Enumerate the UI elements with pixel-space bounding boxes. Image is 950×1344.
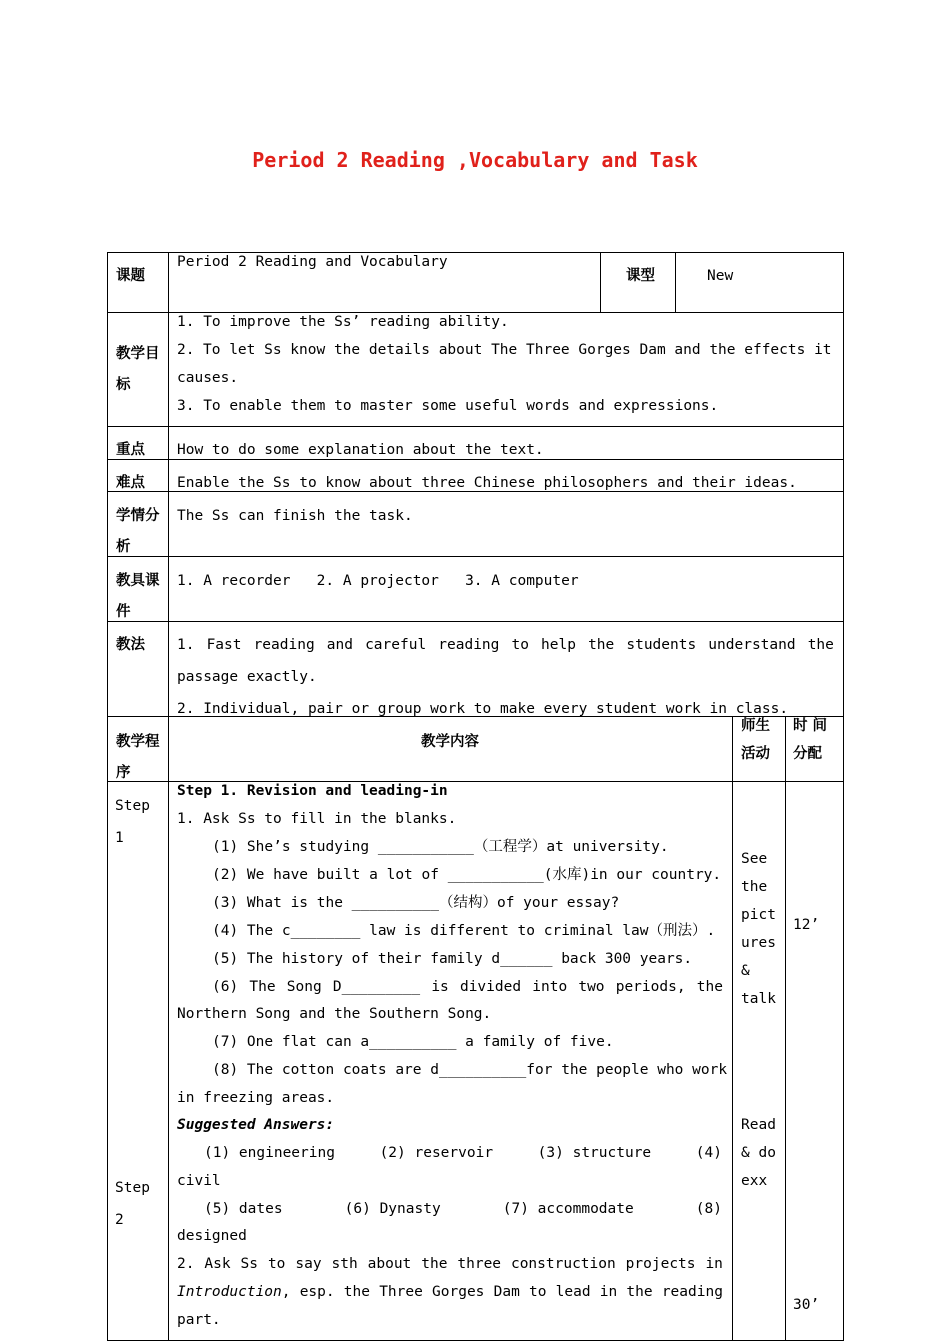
course-type-value: New xyxy=(707,268,734,284)
tools-label: 教具课 xyxy=(116,573,160,589)
sentence-4: (4) The c________ law is different to criminal law（刑法）. xyxy=(212,923,716,939)
analysis-label: 学情分 xyxy=(116,508,160,524)
key-point-value: How to do some explanation about the text. xyxy=(177,442,544,458)
sentence-8: (8) The cotton coats are d__________ for the people who work xyxy=(212,1062,728,1078)
table-rule xyxy=(107,426,844,427)
difficulty-value: Enable the Ss to know about three Chinese philosophers and their ideas. xyxy=(177,475,797,491)
method-line-3: 2. Individual, pair or group work to make every student work in class. xyxy=(177,701,789,717)
answers-line-1-cont: civil xyxy=(177,1173,221,1189)
activity-step-1: the xyxy=(741,879,768,895)
activity-step-1: & xyxy=(741,963,750,979)
sentence-6: (6) The Song D_________ is divided into two periods, the xyxy=(212,979,723,995)
objective-3: 3. To enable them to master some useful words and expressions. xyxy=(177,398,719,414)
activity-step-2: & do xyxy=(741,1145,776,1161)
step-2-label: Step xyxy=(115,1180,150,1196)
time-step-2: 30’ xyxy=(793,1297,820,1313)
activity-header: 师生 xyxy=(741,718,770,734)
method-line-1: 1. Fast reading and careful reading to help the students understand the xyxy=(177,637,834,653)
procedure-header-2: 序 xyxy=(116,765,131,781)
sentence-5: (5) The history of their family d______ back 300 years. xyxy=(212,951,693,967)
step-1-label: Step xyxy=(115,798,150,814)
table-rule xyxy=(107,556,844,557)
objective-2-number: 2. xyxy=(177,342,195,358)
sentence-6-cont: Northern Song and the Southern Song. xyxy=(177,1006,492,1022)
task-1: 1. Ask Ss to fill in the blanks. xyxy=(177,811,457,827)
step-1-number: 1 xyxy=(115,830,124,846)
time-header: 时 间 xyxy=(793,718,828,734)
objective-2-cont: causes. xyxy=(177,370,239,386)
analysis-label-2: 析 xyxy=(116,539,131,555)
activity-step-1: See xyxy=(741,851,768,867)
activity-step-2: Read xyxy=(741,1117,776,1133)
content-header: 教学内容 xyxy=(421,734,479,750)
objective-2: To let Ss know the details about The Three Gorges Dam and the effects it xyxy=(203,342,832,358)
table-rule xyxy=(785,716,786,1341)
activity-step-1: pict xyxy=(741,907,776,923)
sentence-7: (7) One flat can a__________ a family of five. xyxy=(212,1034,614,1050)
sentence-8-cont: in freezing areas. xyxy=(177,1090,335,1106)
difficulty-label: 难点 xyxy=(116,475,145,491)
key-point-label: 重点 xyxy=(116,442,145,458)
time-step-1: 12’ xyxy=(793,917,820,933)
table-border xyxy=(107,252,108,1341)
time-header-2: 分配 xyxy=(793,746,822,762)
tools-label-2: 件 xyxy=(116,604,131,620)
course-type-label: 课型 xyxy=(626,268,655,284)
sentence-1: (1) She’s studying ___________（工程学）at university. xyxy=(212,839,669,855)
table-rule xyxy=(168,252,169,1341)
course-label: 课题 xyxy=(116,268,145,284)
sentence-2: (2) We have built a lot of ___________(水库)in our country. xyxy=(212,867,722,883)
activity-header-2: 活动 xyxy=(741,746,770,762)
objectives-label-2: 标 xyxy=(116,377,131,393)
step-2-number: 2 xyxy=(115,1212,124,1228)
table-rule xyxy=(675,252,676,312)
method-line-2: passage exactly. xyxy=(177,669,317,685)
table-rule xyxy=(600,252,601,312)
table-rule xyxy=(107,621,844,622)
answers-line-2: (5) dates (6) Dynasty (7) accommodate (8) xyxy=(204,1201,722,1217)
answers-line-1: (1) engineering (2) reservoir (3) structure (4) xyxy=(204,1145,722,1161)
answers-line-2-cont: designed xyxy=(177,1228,247,1244)
page-title: Period 2 Reading ,Vocabulary and Task xyxy=(252,148,698,172)
method-label: 教法 xyxy=(116,637,145,653)
sentence-3: (3) What is the __________（结构）of your essay? xyxy=(212,895,620,911)
answers-label: Suggested Answers: xyxy=(177,1117,335,1133)
objectives-label: 教学目 xyxy=(116,346,160,362)
task-2: 2. Ask Ss to say sth about the three construction projects in xyxy=(177,1256,723,1272)
step-heading: Step 1. Revision and leading-in xyxy=(177,783,448,799)
objective-1: 1. To improve the Ss’ reading ability. xyxy=(177,314,509,330)
activity-step-1: talk xyxy=(741,991,776,1007)
table-border xyxy=(107,1340,844,1341)
tools-value: 1. A recorder 2. A projector 3. A computer xyxy=(177,573,579,589)
table-border xyxy=(843,252,844,1341)
procedure-header: 教学程 xyxy=(116,734,160,750)
course-value: Period 2 Reading and Vocabulary xyxy=(177,254,448,270)
activity-step-1: ures xyxy=(741,935,776,951)
task-2-end: part. xyxy=(177,1312,221,1328)
task-2-cont: Introduction, esp. the Three Gorges Dam to lead in the reading xyxy=(177,1284,723,1300)
analysis-value: The Ss can finish the task. xyxy=(177,508,413,524)
activity-step-2: exx xyxy=(741,1173,768,1189)
table-rule xyxy=(732,716,733,1341)
